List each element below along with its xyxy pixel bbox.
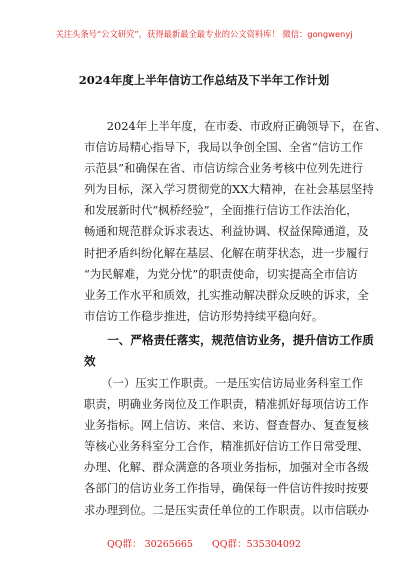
heading-line: 一、严格责任落实，规范信访业务，提升信访工作质: [84, 333, 374, 347]
text-line: 畅通和规范群众诉求表达、利益协调、权益保障通道，及: [84, 224, 369, 239]
paragraph-responsibilities: [84, 373, 369, 521]
text-line: 市信访局精心指导下，我局以争创全国、全省“信访工作: [84, 140, 364, 155]
section-heading: [84, 330, 374, 372]
heading-line: 效: [84, 354, 96, 369]
text-line: （一）压实工作职责。一是压实信访局业务科室工作: [84, 376, 364, 390]
qq-group-2: QQ群：535304092: [212, 539, 301, 550]
text-line: 和发展新时代“枫桥经验”，全面推行信访工作法治化，: [84, 203, 358, 218]
text-line: 列为目标，深入学习贯彻党的XX大精神，在社会基层坚持: [84, 182, 374, 197]
qq-group-1: QQ群： 30265665: [107, 539, 193, 550]
text-line: 时把矛盾纠纷化解在基层、化解在萌芽状态，进一步履行: [84, 245, 369, 260]
text-line: 业务工作水平和质效，扎实推动解决群众反映的诉求，全: [84, 287, 369, 302]
paragraph-intro: [84, 116, 387, 327]
header-banner: 关注头条号“公文研究”，获得最新最全最专业的公文资料库！ 微信：gongwenyj: [55, 29, 353, 39]
text-line: 示范县”和确保在省、市信访综合业务考核中位列先进行: [84, 161, 364, 176]
text-line: 2024年上半年度，在市委、市政府正确领导下，在省、: [84, 119, 387, 133]
text-line: 各部门的信访业务工作指导，确保每一件信访件按时按要: [84, 481, 369, 496]
text-line: 求办理到位。二是压实责任单位的工作职责。以市信联办: [84, 502, 369, 517]
document-title: 2024年度上半年信访工作总结及下半年工作计划: [78, 73, 330, 87]
footer-contact: [0, 536, 408, 550]
text-line: 业务指标。网上信访、来信、来访、督查督办、复查复核: [84, 418, 369, 433]
text-line: 市信访工作稳步推进，信访形势持续平稳向好。: [84, 308, 324, 323]
text-line: 办理、化解、群众满意的各项业务指标，加强对全市各级: [84, 460, 369, 475]
text-line: 等核心业务科室分工合作，精准抓好信访工作日常受理、: [84, 439, 369, 454]
text-line: 职责，明确业务岗位及工作职责，精准抓好每项信访工作: [84, 397, 369, 412]
text-line: “为民解难，为党分忧”的职责使命，切实提高全市信访: [84, 266, 358, 281]
